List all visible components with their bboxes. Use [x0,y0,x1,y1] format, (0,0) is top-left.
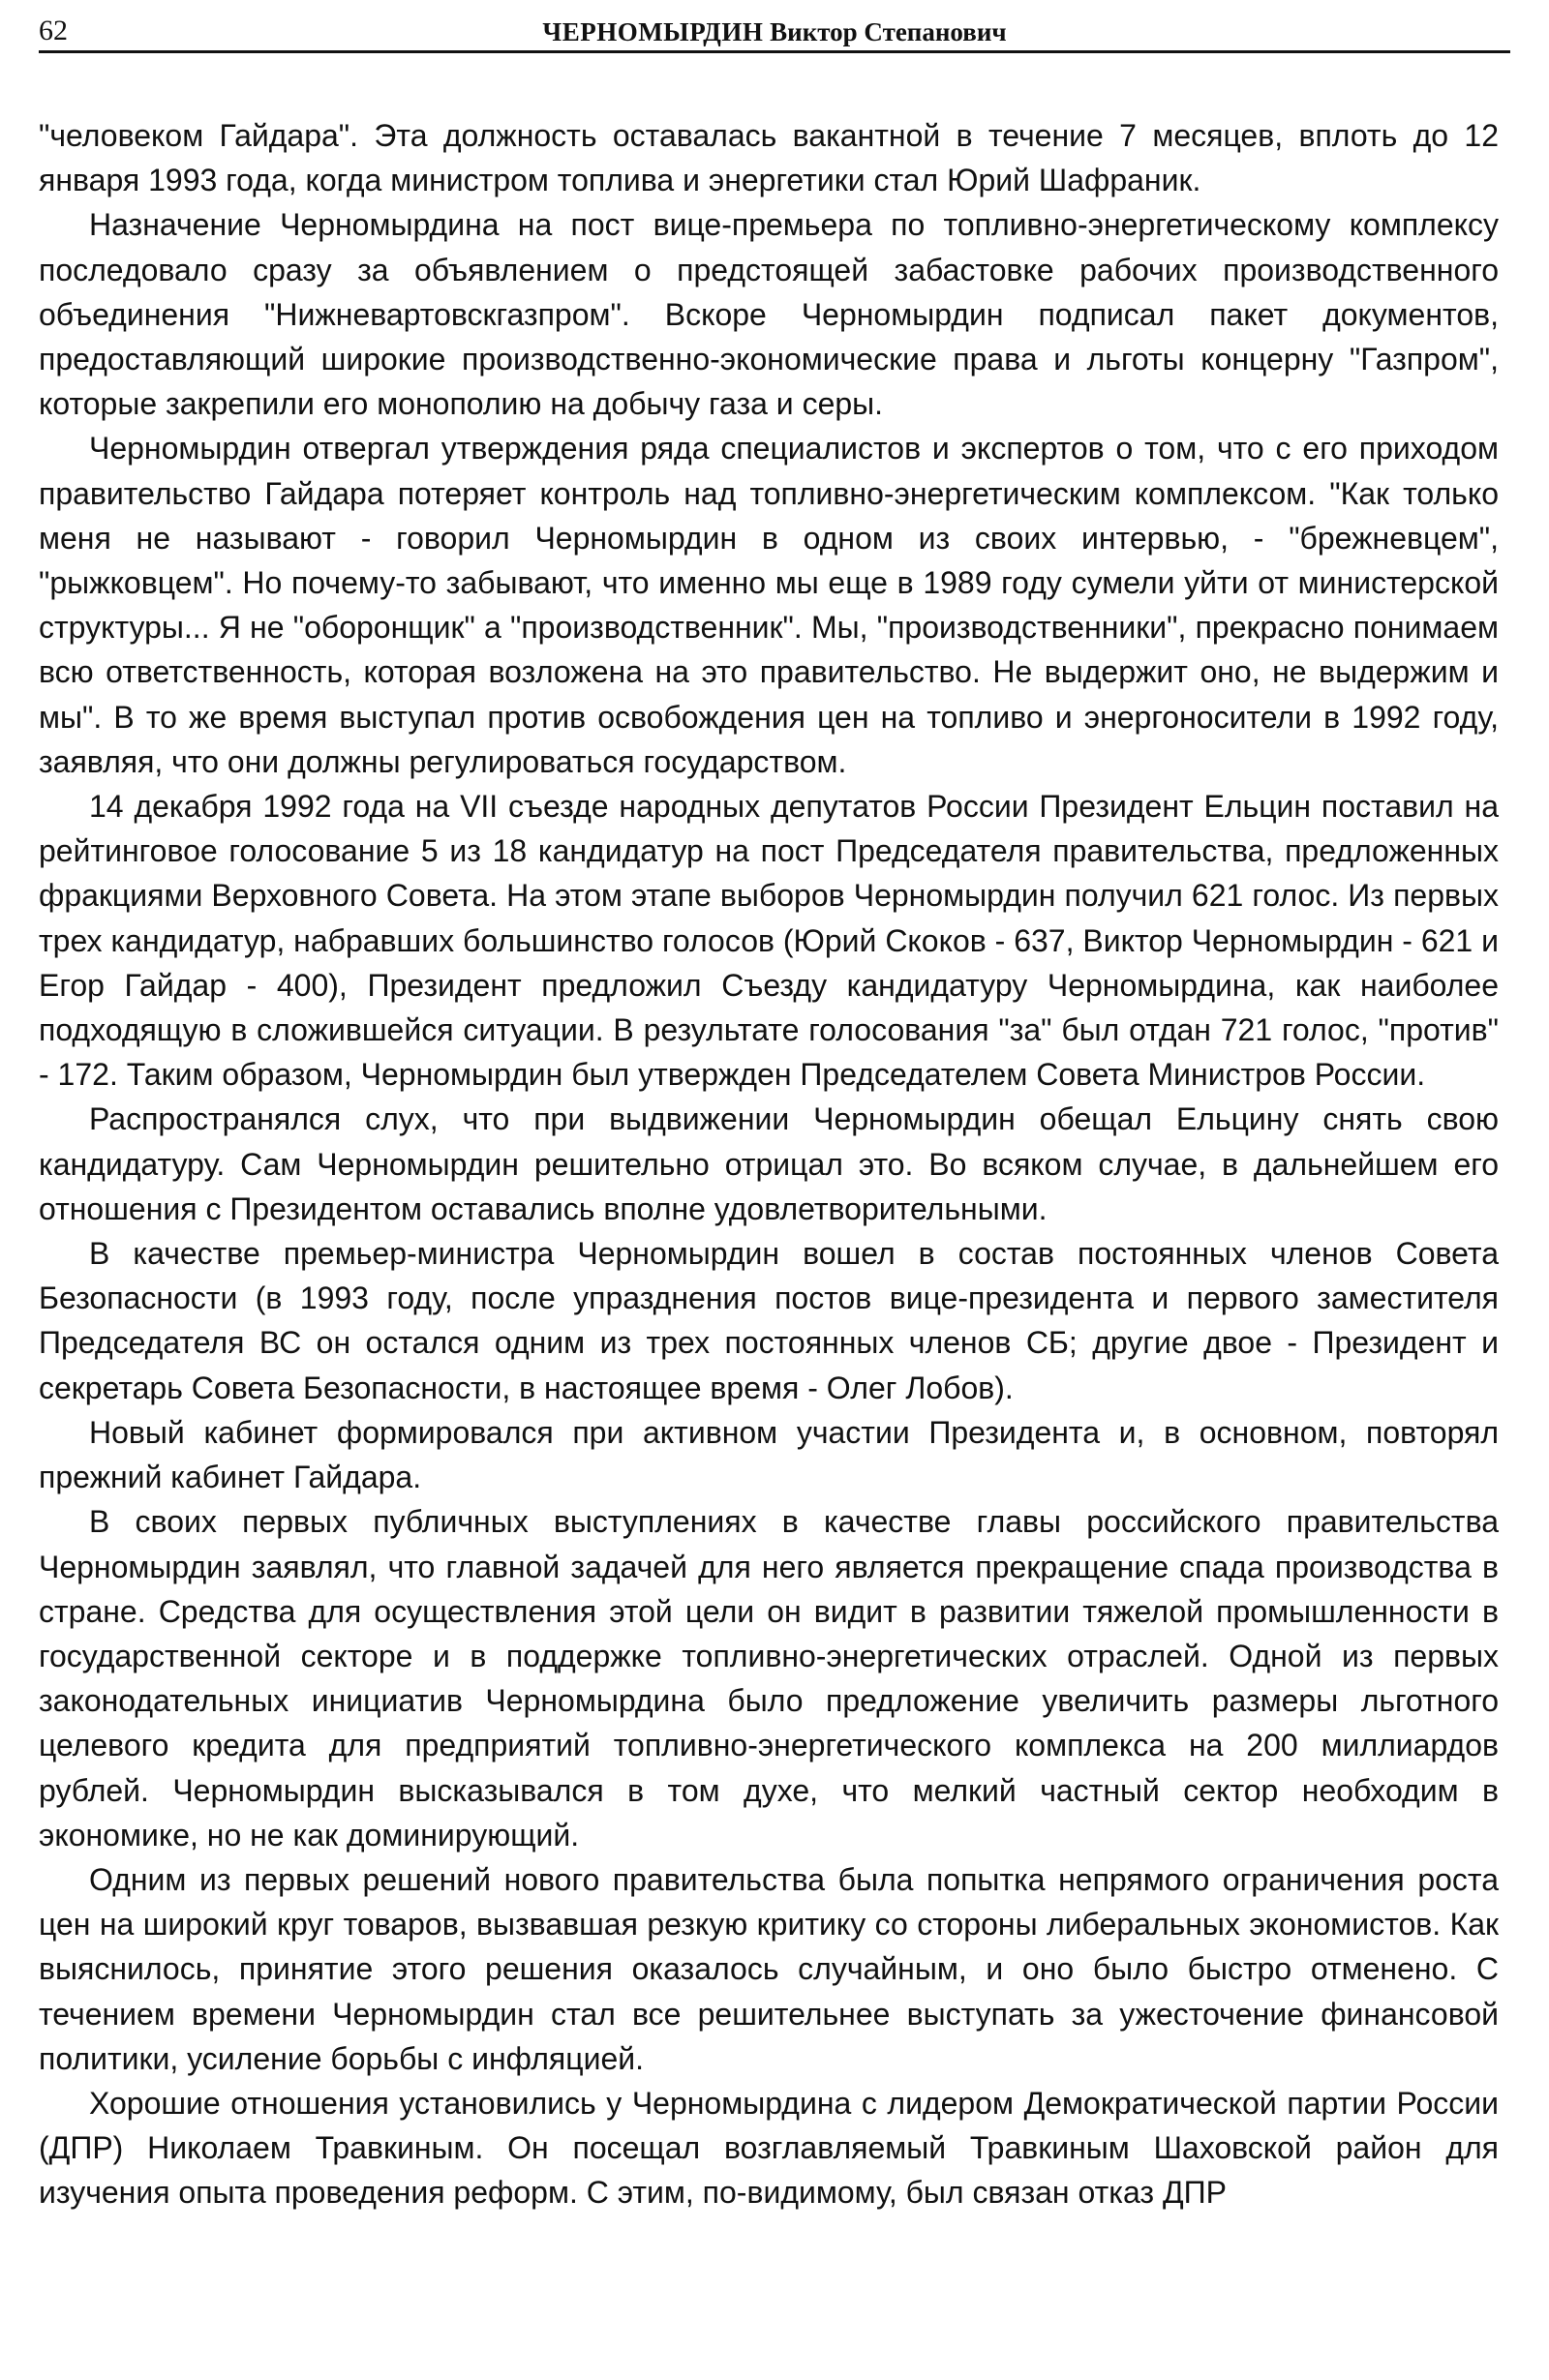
paragraph: Распространялся слух, что при выдвижении Черномырдин обещал Ельцину снять свою кандидатуру. Сам Черномырдин решительно отрицал это. Во всяком случае, в дальнейшем его отношения с Президентом оставались вполне удовлетворительными. [39,1101,1499,1226]
paragraph: 14 декабря 1992 года на VII съезде народных депутатов России Президент Ельцин поставил на рейтинговое голосование 5 из 18 кандидатур на пост Председателя правительства, предложенных фракциями Верховного Совета. На этом этапе выборов Черномырдин получил 621 голос. Из первых трех кандидатур, набравших большинство голосов (Юрий Скоков - 637, Виктор Черномырдин - 621 и Егор Гайдар - 400), Президент предложил Съезду кандидатуру Черномырдина, как наиболее подходящую в сложившейся ситуации. В результате голосования "за" был отдан 721 голос, "против" - 172. Таким образом, Черномырдин был утвержден Председателем Совета Министров России. [39,789,1499,1093]
paragraph: В качестве премьер-министра Черномырдин вошел в состав постоянных членов Совета Безопасности (в 1993 году, после упразднения постов вице-президента и первого заместителя Председателя ВС он остался одним из трех постоянных членов СБ; другие двое - Президент и секретарь Совета Безопасности, в настоящее время - Олег Лобов). [39,1236,1499,1405]
paragraph: Черномырдин отвергал утверждения ряда специалистов и экспертов о том, что с его приходом правительство Гайдара потеряет контроль над топливно-энергетическим комплексом. "Как только меня не называют - говорил Черномырдин в одном из своих интервью, - "брежневцем", "рыжковцем". Но почему-то забывают, что именно мы еще в 1989 году сумели уйти от министерской структуры... Я не "оборонщик" а "производственник". Мы, "производственники", прекрасно понимаем всю ответственность, которая возложена на это правительство. Не выдержит оно, не выдержим и мы". В то же время выступал против освобождения цен на топливо и энергоносители в 1992 году, заявляя, что они должны регулироваться государством. [39,431,1499,779]
paragraph-continuation: "человеком Гайдара". Эта должность оставалась вакантной в течение 7 месяцев, вплоть до 12 января 1993 года, когда министром топлива и энергетики стал Юрий Шафраник. [39,118,1499,198]
paragraph: Одним из первых решений нового правительства была попытка непрямого ограничения роста цен на широкий круг товаров, вызвавшая резкую критику со стороны либеральных экономистов. Как выяснилось, принятие этого решения оказалось случайным, и оно было быстро отменено. С течением времени Черномырдин стал все решительнее выступать за ужесточение финансовой политики, усиление борьбы с инфляцией. [39,1861,1499,2076]
paragraph: В своих первых публичных выступлениях в качестве главы российского правительства Черномырдин заявлял, что главной задачей для него является прекращение спада производства в стране. Средства для осуществления этой цели он видит в развитии тяжелой промышленности в государственной секторе и в поддержке топливно-энергетических отраслей. Одной из первых законодательных инициатив Черномырдина было предложение увеличить размеры льготного целевого кредита для предприятий топливно-энергетического комплекса на 200 миллиардов рублей. Черномырдин высказывался в том духе, что мелкий частный сектор необходим в экономике, но не как доминирующий. [39,1504,1499,1853]
paragraph: Новый кабинет формировался при активном участии Президента и, в основном, повторял прежний кабинет Гайдара. [39,1414,1499,1495]
header-rule [39,50,1510,53]
running-head [39,10,1510,50]
article-body [39,113,1499,2215]
paragraph: Хорошие отношения установились у Черномырдина с лидером Демократической партии России (ДПР) Николаем Травкиным. Он посещал возглавляемый Травкиным Шаховской район для изучения опыта проведения реформ. С этим, по-видимому, был связан отказ ДПР [39,2085,1499,2211]
paragraph: Назначение Черномырдина на пост вице-премьера по топливно-энергетическому комплексу последовало сразу за объявлением о предстоящей забастовке рабочих производственного объединения "Нижневартовскгазпром". Вскоре Черномырдин подписал пакет документов, предоставляющий широкие производственно-экономические права и льготы концерну "Газпром", которые закрепили его монополию на добычу газа и серы. [39,207,1499,422]
page-number: 62 [39,15,68,46]
running-title [39,15,1510,48]
running-title-given-names: Виктор Степанович [770,17,1007,46]
running-title-surname: ЧЕРНОМЫРДИН [542,17,764,46]
